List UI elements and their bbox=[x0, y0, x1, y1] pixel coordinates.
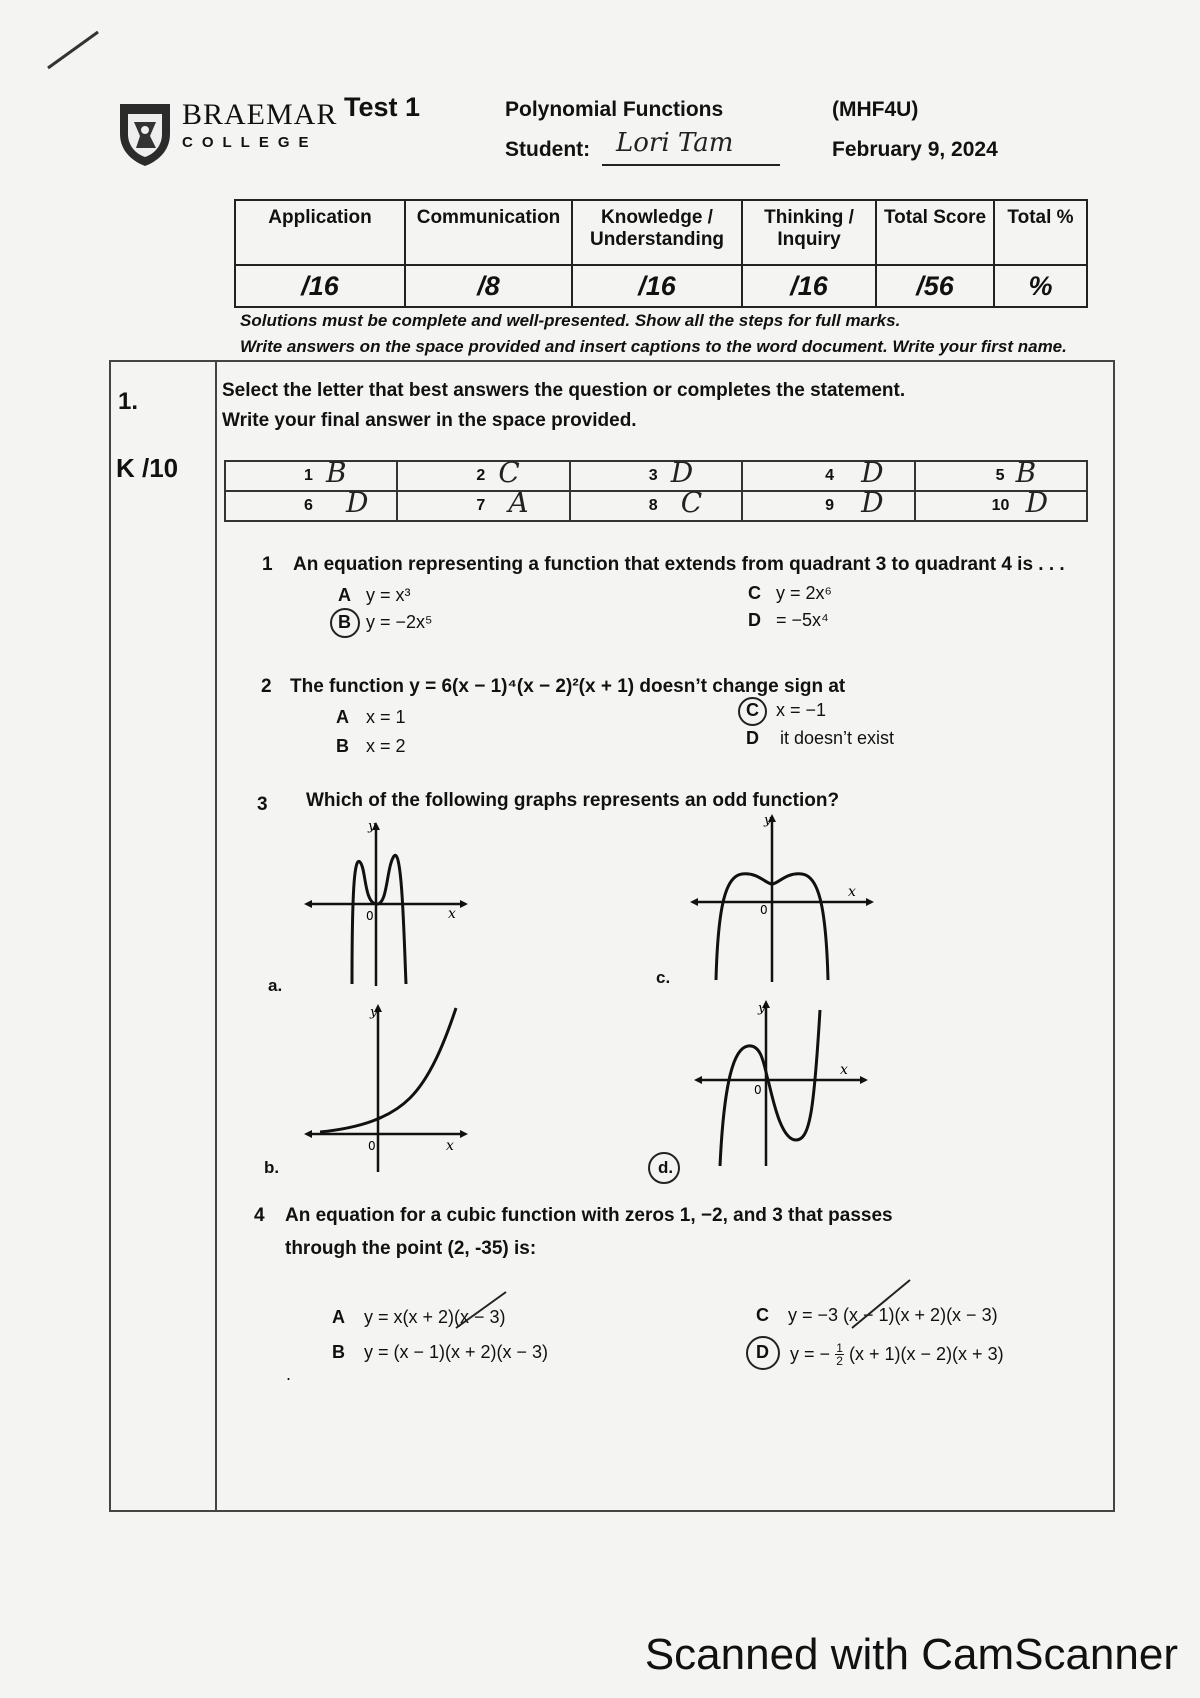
answer-letter: B bbox=[1015, 456, 1037, 489]
instruction-line: Solutions must be complete and well-presented. Show all the steps for full marks. bbox=[240, 311, 901, 330]
q1-option-c: y = 2x⁶ bbox=[776, 583, 832, 603]
score-value: /56 bbox=[876, 265, 994, 307]
option-label: C bbox=[748, 583, 761, 603]
option-label: C bbox=[756, 1305, 769, 1325]
option-label: B bbox=[336, 736, 349, 756]
score-value: /8 bbox=[405, 265, 572, 307]
graph-label-a: a. bbox=[268, 976, 283, 995]
answer-cell bbox=[397, 486, 569, 521]
answer-table bbox=[224, 456, 1088, 522]
graph-a bbox=[300, 816, 470, 988]
option-label: A bbox=[336, 707, 349, 727]
answer-cell bbox=[570, 456, 742, 491]
answer-letter: D bbox=[861, 486, 884, 519]
svg-text:y: y bbox=[368, 819, 376, 834]
score-header: Total % bbox=[994, 200, 1087, 265]
answer-number: 2 bbox=[476, 467, 486, 484]
q4-option-d-rest: (x + 1)(x − 2)(x + 3) bbox=[849, 1344, 1004, 1364]
fraction bbox=[835, 1342, 844, 1367]
question-4-text: through the point (2, -35) is: bbox=[285, 1238, 537, 1259]
answer-number: 1 bbox=[304, 467, 313, 484]
option-label: C bbox=[746, 700, 759, 720]
option-label: B bbox=[332, 1342, 345, 1362]
answer-cell bbox=[742, 456, 914, 491]
test-title: Test 1 bbox=[344, 92, 421, 122]
score-value: % bbox=[994, 265, 1087, 307]
answer-letter: D bbox=[346, 486, 369, 519]
fraction-denominator: 2 bbox=[836, 1354, 843, 1368]
question-3-number: 3 bbox=[257, 794, 268, 815]
q4-option-a: y = x(x + 2)(x − 3) bbox=[364, 1307, 506, 1327]
svg-text:0: 0 bbox=[760, 903, 768, 917]
svg-text:0: 0 bbox=[754, 1083, 762, 1097]
student-label: Student: bbox=[505, 138, 591, 161]
answer-cell bbox=[570, 486, 742, 521]
answer-number: 10 bbox=[991, 497, 1010, 514]
option-label: D bbox=[748, 610, 761, 630]
instruction-line: Write answers on the space provided and insert captions to the word document. Write your first name. bbox=[240, 337, 1067, 356]
student-name: Lori Tam bbox=[616, 128, 734, 158]
score-header: Communication bbox=[405, 200, 572, 265]
q4-option-b: y = (x − 1)(x + 2)(x − 3) bbox=[364, 1342, 549, 1362]
option-label: A bbox=[338, 585, 351, 605]
question-frame bbox=[109, 360, 1115, 1512]
selected-answer-circle bbox=[746, 1336, 780, 1370]
answer-number: 7 bbox=[476, 497, 486, 514]
option-label: D bbox=[746, 728, 759, 748]
option-label: B bbox=[338, 612, 351, 632]
q4-option-c: y = −3 (x − 1)(x + 2)(x − 3) bbox=[788, 1305, 998, 1325]
frame-divider bbox=[215, 360, 217, 1510]
graph-d bbox=[690, 990, 870, 1170]
answer-letter: C bbox=[498, 456, 520, 489]
svg-text:y: y bbox=[764, 813, 772, 828]
test-date: February 9, 2024 bbox=[832, 138, 998, 161]
answer-cell bbox=[225, 456, 397, 491]
q2-option-b: x = 2 bbox=[366, 736, 406, 756]
svg-text:y: y bbox=[758, 1001, 766, 1016]
course-code: (MHF4U) bbox=[832, 98, 919, 121]
question-1-number: 1 bbox=[262, 554, 273, 575]
q1-option-b: y = −2x⁵ bbox=[366, 612, 433, 632]
answer-cell bbox=[225, 486, 397, 521]
q1-option-a: y = x³ bbox=[366, 585, 411, 605]
answer-letter: C bbox=[680, 486, 703, 519]
answer-letter: D bbox=[670, 456, 694, 489]
score-table bbox=[234, 199, 1088, 308]
graph-label-c: c. bbox=[656, 968, 671, 987]
graph-c bbox=[686, 804, 876, 984]
question-2-text: The function y = 6(x − 1)⁴(x − 2)²(x + 1) doesn’t change sign at bbox=[290, 676, 846, 697]
selected-answer-circle bbox=[648, 1152, 680, 1184]
score-header: Knowledge / Understanding bbox=[572, 200, 742, 265]
q2-option-a: x = 1 bbox=[366, 707, 406, 727]
svg-text:x: x bbox=[848, 884, 856, 900]
school-subtitle: COLLEGE bbox=[182, 134, 318, 151]
answer-cell bbox=[397, 456, 569, 491]
score-header: Application bbox=[235, 200, 405, 265]
section-marks: K /10 bbox=[116, 453, 179, 483]
answer-cell bbox=[915, 486, 1087, 521]
pen-stroke-mark bbox=[46, 28, 100, 72]
fraction-numerator: 1 bbox=[836, 1341, 843, 1355]
student-name-line bbox=[602, 164, 780, 166]
selected-answer-circle bbox=[330, 608, 360, 638]
graph-b bbox=[300, 994, 470, 1174]
question-3-text: Which of the following graphs represents an odd function? bbox=[306, 790, 840, 811]
section-prompt: Select the letter that best answers the question or completes the statement. bbox=[222, 380, 906, 401]
question-4-number: 4 bbox=[254, 1205, 265, 1226]
answer-letter: D bbox=[1025, 486, 1049, 519]
school-name: BRAEMAR bbox=[182, 98, 338, 131]
q2-option-d: it doesn’t exist bbox=[780, 728, 895, 748]
strike-mark bbox=[452, 1288, 512, 1332]
q1-option-d: = −5x⁴ bbox=[776, 610, 829, 630]
svg-text:x: x bbox=[840, 1062, 848, 1078]
svg-text:y: y bbox=[370, 1005, 378, 1020]
answer-number: 9 bbox=[825, 497, 835, 514]
score-value: /16 bbox=[742, 265, 876, 307]
svg-text:x: x bbox=[448, 906, 456, 922]
question-2-number: 2 bbox=[261, 676, 272, 697]
option-label: D bbox=[756, 1342, 769, 1362]
selected-answer-circle bbox=[738, 697, 767, 726]
stray-dot: . bbox=[286, 1364, 292, 1384]
scanner-watermark: Scanned with CamScanner bbox=[644, 1630, 1178, 1679]
option-label: A bbox=[332, 1307, 345, 1327]
answer-number: 5 bbox=[995, 467, 1005, 484]
answer-letter: D bbox=[861, 456, 884, 489]
answer-number: 6 bbox=[304, 497, 313, 514]
section-number: 1. bbox=[118, 388, 139, 415]
course-name: Polynomial Functions bbox=[505, 98, 724, 121]
score-header: Thinking / Inquiry bbox=[742, 200, 876, 265]
score-header: Total Score bbox=[876, 200, 994, 265]
q4-option-d bbox=[790, 1342, 1004, 1367]
answer-cell bbox=[742, 486, 914, 521]
question-1-text: An equation representing a function that extends from quadrant 3 to quadrant 4 is . . . bbox=[293, 554, 1065, 575]
graph-label-b: b. bbox=[264, 1158, 280, 1177]
question-4-text: An equation for a cubic function with zeros 1, −2, and 3 that passes bbox=[285, 1205, 893, 1226]
answer-number: 8 bbox=[648, 497, 658, 514]
q2-option-c: x = −1 bbox=[776, 700, 827, 720]
answer-cell bbox=[915, 456, 1087, 491]
answer-letter: B bbox=[326, 456, 347, 489]
score-value: /16 bbox=[572, 265, 742, 307]
section-prompt: Write your final answer in the space provided. bbox=[222, 410, 637, 431]
svg-text:0: 0 bbox=[366, 909, 374, 923]
strike-mark bbox=[848, 1276, 914, 1332]
graph-label-d: d. bbox=[658, 1158, 674, 1177]
college-crest-icon bbox=[116, 100, 174, 168]
q4-option-d-prefix: y = − bbox=[790, 1344, 831, 1364]
answer-number: 4 bbox=[825, 467, 835, 484]
answer-letter: A bbox=[508, 486, 529, 519]
svg-text:x: x bbox=[446, 1138, 454, 1154]
answer-number: 3 bbox=[648, 467, 658, 484]
svg-text:0: 0 bbox=[368, 1139, 376, 1153]
score-value: /16 bbox=[235, 265, 405, 307]
